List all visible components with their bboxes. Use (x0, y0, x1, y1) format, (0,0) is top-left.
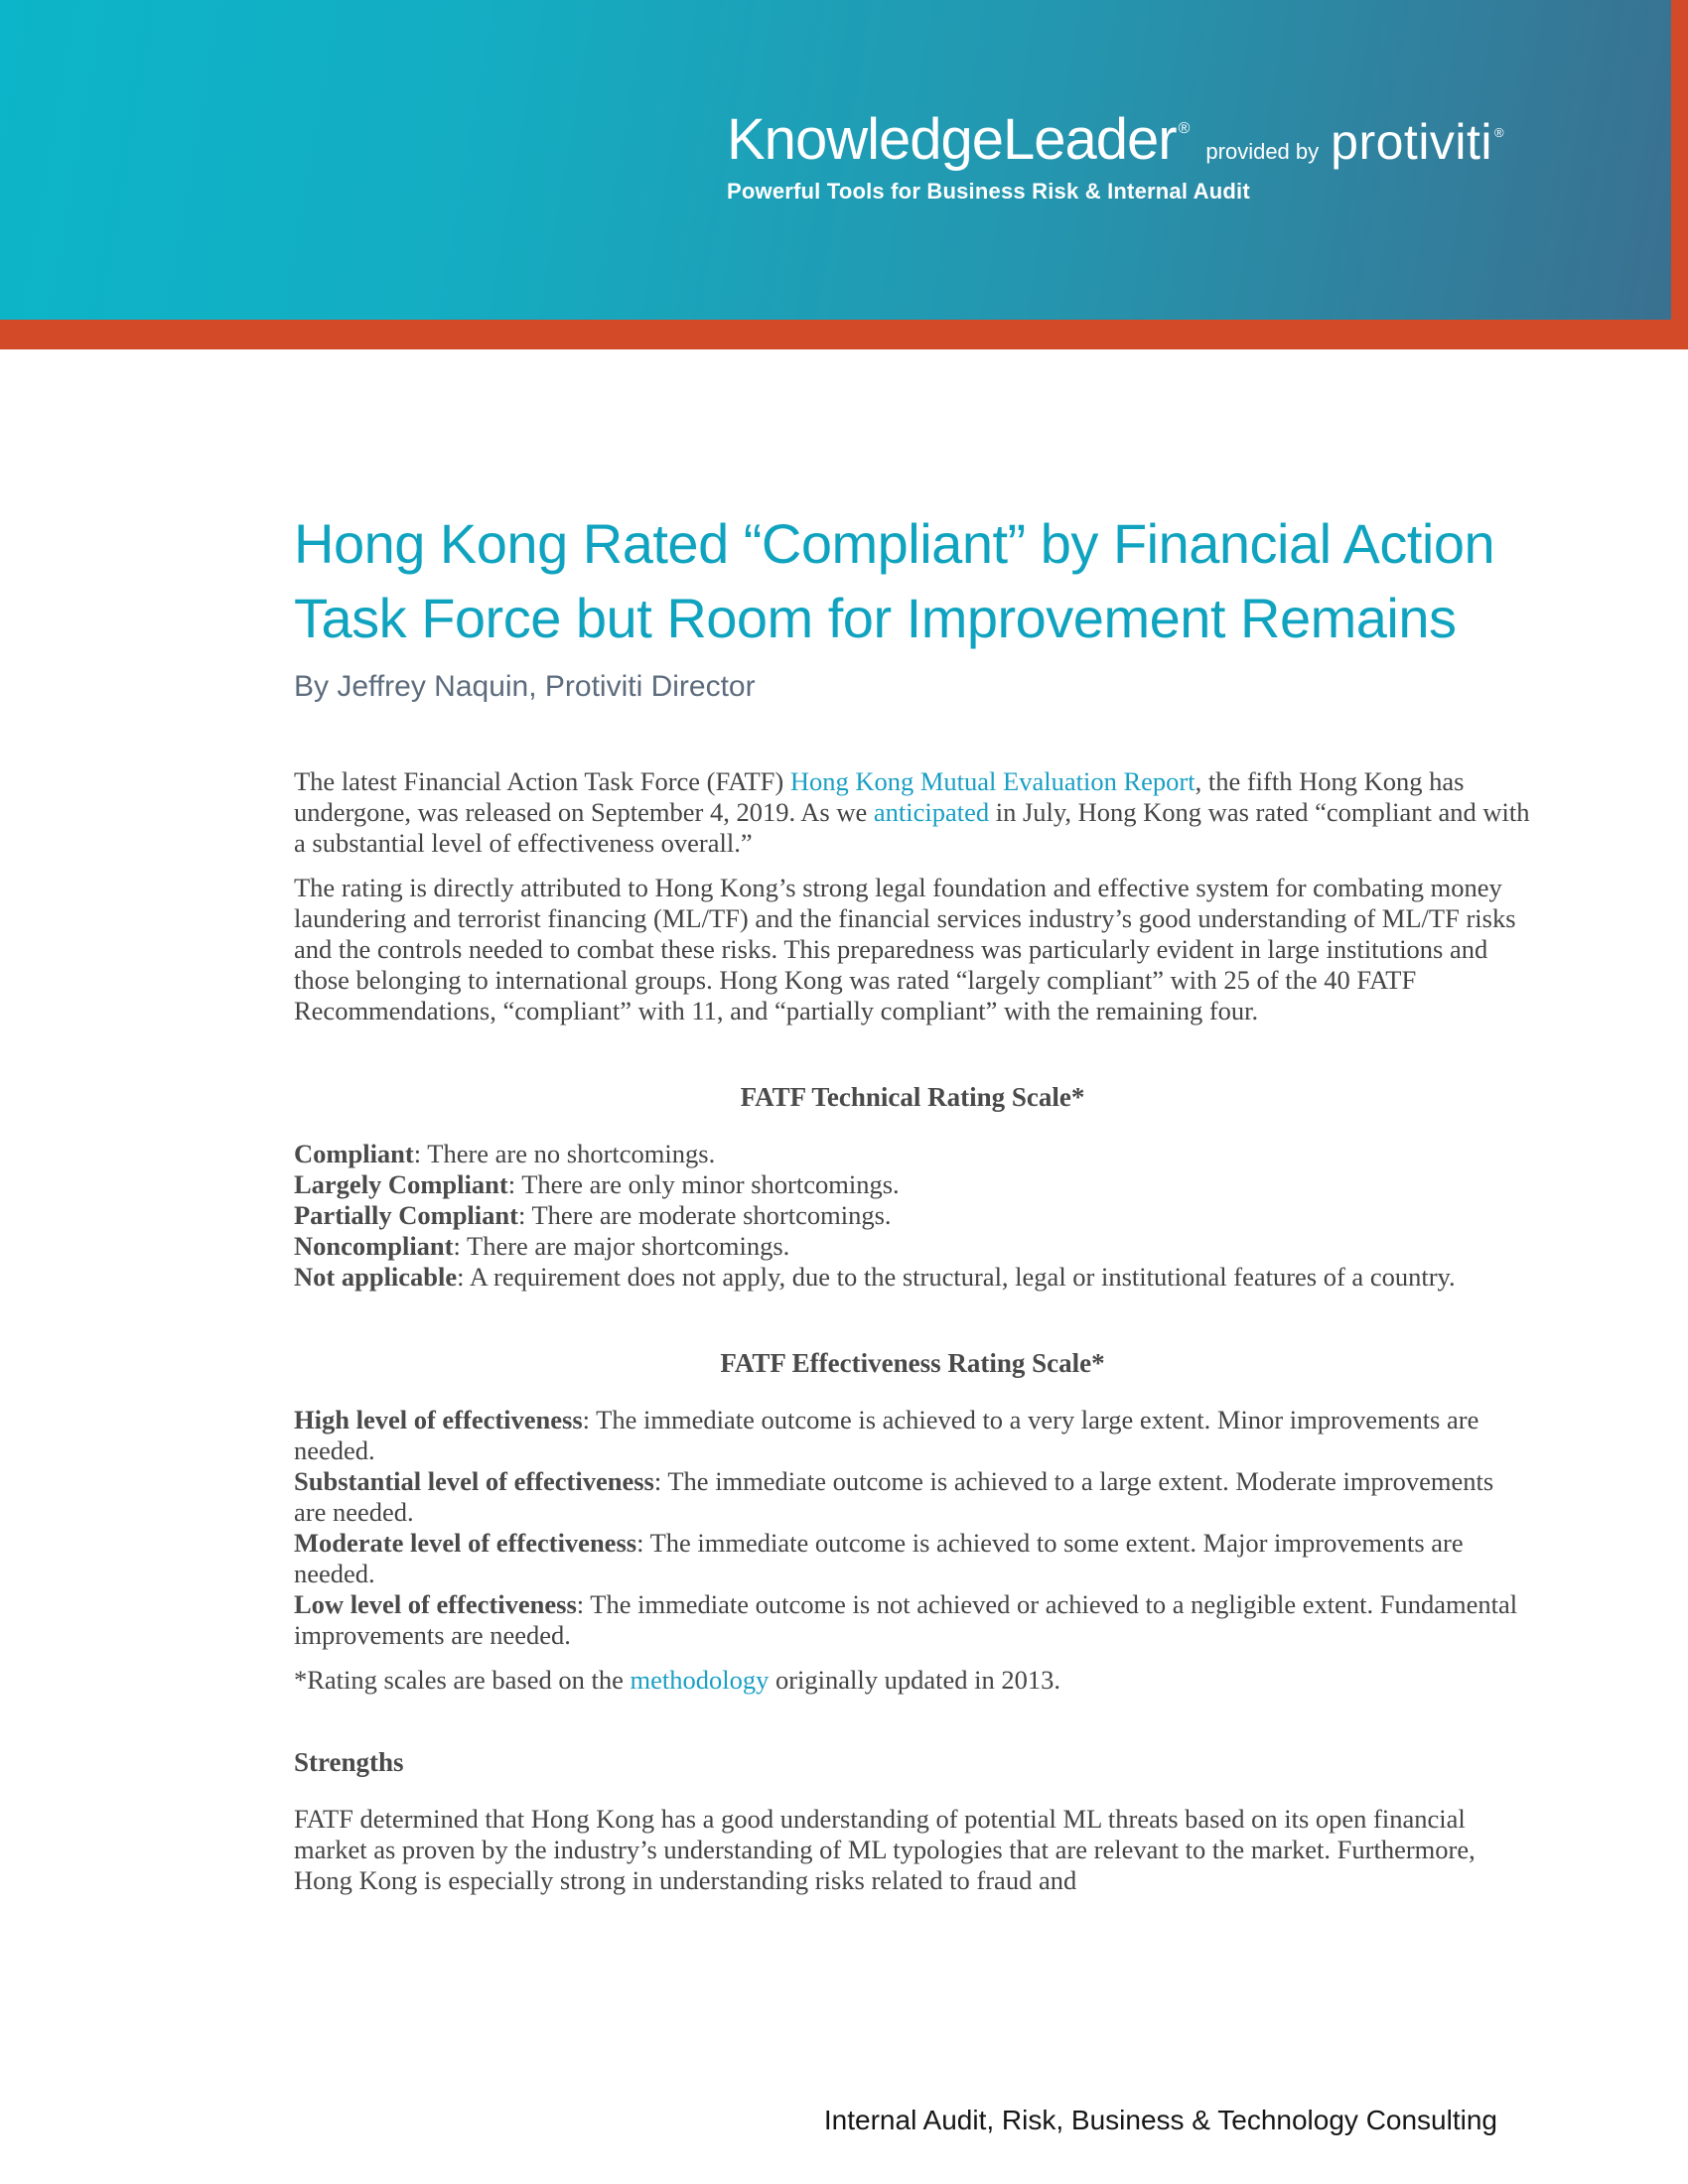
scale-term: Largely Compliant (294, 1169, 508, 1199)
scale-item-largely-compliant (294, 1169, 1531, 1200)
scale-desc: : There are only minor shortcomings. (507, 1169, 900, 1199)
scale-desc: : The immediate outcome is not achieved or achieved to a negligible extent. Fundamental improvements are needed. (294, 1589, 1518, 1650)
scale-term: Noncompliant (294, 1231, 454, 1261)
registered-trademark-icon: ® (1178, 120, 1191, 137)
masthead (0, 0, 1688, 349)
logo-tagline: Powerful Tools for Business Risk & Internal Audit (727, 179, 1250, 204)
logo-row (727, 107, 1504, 172)
scale-term: Low level of effectiveness (294, 1589, 577, 1619)
effectiveness-scale-list (294, 1405, 1531, 1651)
page-title: Hong Kong Rated “Compliant” by Financial Action Task Force but Room for Improvement Remains (294, 512, 1495, 649)
scale-term: High level of effectiveness (294, 1405, 583, 1434)
scale-term: Partially Compliant (294, 1200, 518, 1230)
link-mutual-evaluation-report[interactable]: Hong Kong Mutual Evaluation Report (789, 766, 1196, 796)
scale-item-substantial-effectiveness (294, 1466, 1531, 1528)
scale-desc: : There are major shortcomings. (453, 1231, 790, 1261)
byline: By Jeffrey Naquin, Protiviti Director (294, 670, 756, 703)
scale-term: Moderate level of effectiveness (294, 1528, 637, 1558)
scale-item-compliant (294, 1139, 1531, 1169)
knowledgeleader-logo (727, 107, 1504, 205)
logo-knowledgeleader-text: KnowledgeLeader (727, 107, 1177, 172)
paragraph-intro (294, 766, 1531, 859)
heading-technical-rating-scale: FATF Technical Rating Scale* (740, 1082, 1085, 1112)
accent-stripe (0, 320, 1688, 349)
text-run: in July, Hong Kong was rated “compliant and with a substantial level of effectiveness overall.” (294, 797, 1530, 858)
scale-term: Substantial level of effectiveness (294, 1466, 654, 1496)
scale-item-high-effectiveness (294, 1405, 1531, 1466)
scale-item-noncompliant (294, 1231, 1531, 1262)
logo-provided-by-text: provided by (1205, 139, 1320, 164)
heading-strengths: Strengths (294, 1747, 404, 1777)
page-footer (294, 2105, 1497, 2136)
heading-effectiveness-rating-scale: FATF Effectiveness Rating Scale* (720, 1348, 1105, 1378)
registered-trademark-icon: ® (1494, 125, 1504, 140)
scale-term: Not applicable (294, 1262, 458, 1292)
article-body (294, 349, 1531, 1896)
scale-desc: : The immediate outcome is achieved to some extent. Major improvements are needed. (294, 1528, 1464, 1588)
technical-scale-list (294, 1139, 1531, 1293)
link-anticipated[interactable]: anticipated (873, 797, 990, 827)
paragraph-rating-detail: The rating is directly attributed to Hong Kong’s strong legal foundation and effective system for combating money laundering and terrorist financing (ML/TF) and the financial services industry’s good understanding of ML/TF risks and the controls needed to combat these risks. This preparedness was particularly evident in large institutions and those belonging to international groups. Hong Kong was rated “largely compliant” with 25 of the 40 FATF Recommendations, “compliant” with 11, and “partially compliant” with the remaining four. (294, 873, 1516, 1025)
scale-desc: : A requirement does not apply, due to the structural, legal or institutional features of a country. (457, 1262, 1456, 1292)
masthead-gradient (0, 0, 1671, 320)
text-run: originally updated in 2013. (769, 1665, 1061, 1695)
scale-term: Compliant (294, 1139, 414, 1168)
scale-item-partially-compliant (294, 1200, 1531, 1231)
footer-text: Internal Audit, Risk, Business & Technology Consulting (823, 2105, 1497, 2135)
link-methodology[interactable]: methodology (630, 1665, 770, 1695)
note-rating-scales (294, 1665, 1531, 1696)
scale-item-not-applicable (294, 1262, 1531, 1293)
text-run: , the fifth Hong Kong has undergone, was released on September 4, 2019. As we (294, 766, 1465, 827)
scale-desc: : The immediate outcome is achieved to a large extent. Moderate improvements are needed. (294, 1466, 1494, 1527)
text-run: *Rating scales are based on the (294, 1665, 631, 1695)
scale-item-low-effectiveness (294, 1589, 1531, 1651)
paragraph-strengths: FATF determined that Hong Kong has a good understanding of potential ML threats based on its open financial market as proven by the industry’s understanding of ML typologies that are relevant to the market. Furthermore, Hong Kong is especially strong in understanding risks related to fraud and (294, 1804, 1476, 1895)
scale-desc: : There are moderate shortcomings. (517, 1200, 892, 1230)
scale-desc: : The immediate outcome is achieved to a very large extent. Minor improvements are needed. (294, 1405, 1479, 1465)
logo-protiviti-text: protiviti (1331, 114, 1493, 170)
scale-desc: : There are no shortcomings. (413, 1139, 716, 1168)
scale-item-moderate-effectiveness (294, 1528, 1531, 1589)
text-run: The latest Financial Action Task Force (FATF) (294, 766, 790, 796)
